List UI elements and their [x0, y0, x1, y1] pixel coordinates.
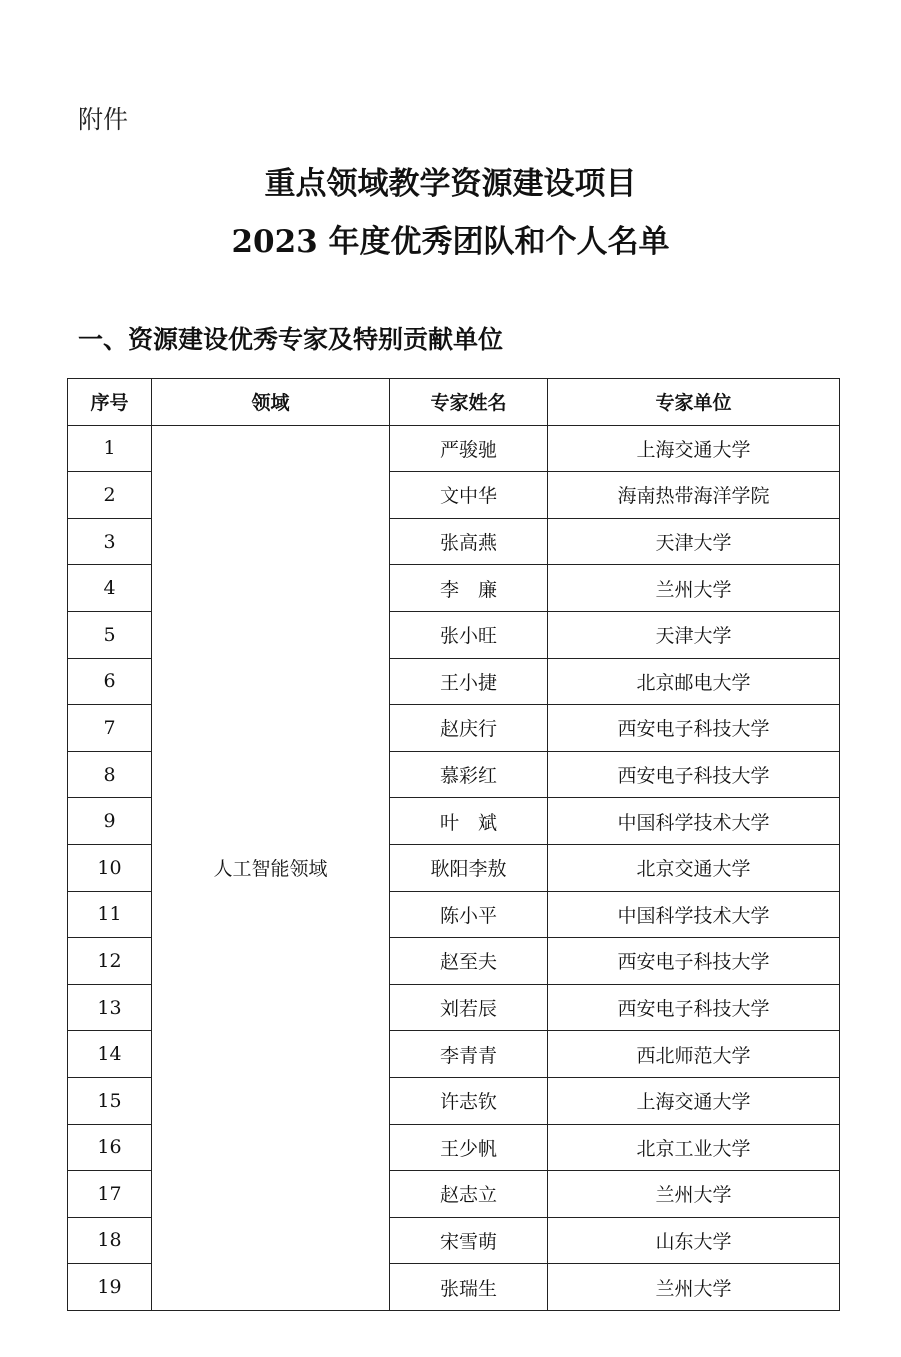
table-row	[68, 425, 840, 472]
expert-unit: 北京工业大学	[548, 1124, 840, 1171]
expert-unit: 兰州大学	[548, 1171, 840, 1218]
expert-name: 张高燕	[390, 518, 548, 565]
row-index: 5	[68, 611, 152, 658]
expert-unit: 天津大学	[548, 518, 840, 565]
expert-unit: 中国科学技术大学	[548, 798, 840, 845]
expert-name: 张瑞生	[390, 1264, 548, 1311]
expert-unit: 西安电子科技大学	[548, 705, 840, 752]
expert-unit: 天津大学	[548, 611, 840, 658]
row-index: 17	[68, 1171, 152, 1218]
expert-name: 赵庆行	[390, 705, 548, 752]
row-index: 7	[68, 705, 152, 752]
field-cell: 人工智能领域	[152, 425, 390, 1310]
row-index: 4	[68, 565, 152, 612]
expert-name: 王小捷	[390, 658, 548, 705]
attachment-label: 附件	[78, 105, 129, 134]
row-index: 9	[68, 798, 152, 845]
header-field: 领域	[152, 379, 390, 426]
expert-unit: 上海交通大学	[548, 425, 840, 472]
row-index: 10	[68, 844, 152, 891]
header-expert-unit: 专家单位	[548, 379, 840, 426]
expert-unit: 西安电子科技大学	[548, 938, 840, 985]
row-index: 3	[68, 518, 152, 565]
row-index: 8	[68, 751, 152, 798]
expert-unit: 西安电子科技大学	[548, 751, 840, 798]
expert-name: 陈小平	[390, 891, 548, 938]
expert-table	[67, 378, 840, 1311]
expert-name: 慕彩红	[390, 751, 548, 798]
row-index: 11	[68, 891, 152, 938]
expert-unit: 北京邮电大学	[548, 658, 840, 705]
row-index: 12	[68, 938, 152, 985]
row-index: 15	[68, 1077, 152, 1124]
expert-unit: 兰州大学	[548, 1264, 840, 1311]
expert-name: 许志钦	[390, 1077, 548, 1124]
row-index: 13	[68, 984, 152, 1031]
expert-unit: 西北师范大学	[548, 1031, 840, 1078]
row-index: 1	[68, 425, 152, 472]
expert-name: 赵至夫	[390, 938, 548, 985]
expert-name: 李青青	[390, 1031, 548, 1078]
document-title-line1: 重点领域教学资源建设项目	[264, 166, 637, 202]
expert-name: 宋雪萌	[390, 1217, 548, 1264]
table-header-row	[68, 379, 840, 426]
table-body	[68, 425, 840, 1310]
expert-name: 严骏驰	[390, 425, 548, 472]
expert-name: 张小旺	[390, 611, 548, 658]
header-expert-name: 专家姓名	[390, 379, 548, 426]
row-index: 6	[68, 658, 152, 705]
expert-name: 刘若辰	[390, 984, 548, 1031]
expert-unit: 西安电子科技大学	[548, 984, 840, 1031]
header-index: 序号	[68, 379, 152, 426]
row-index: 16	[68, 1124, 152, 1171]
expert-name: 李 廉	[390, 565, 548, 612]
row-index: 2	[68, 472, 152, 519]
row-index: 18	[68, 1217, 152, 1264]
row-index: 19	[68, 1264, 152, 1311]
expert-unit: 兰州大学	[548, 565, 840, 612]
expert-unit: 山东大学	[548, 1217, 840, 1264]
row-index: 14	[68, 1031, 152, 1078]
document-title-line2: 2023 年度优秀团队和个人名单	[231, 224, 670, 260]
expert-unit: 海南热带海洋学院	[548, 472, 840, 519]
section-heading: 一、资源建设优秀专家及特别贡献单位	[78, 325, 504, 354]
expert-unit: 北京交通大学	[548, 844, 840, 891]
expert-unit: 上海交通大学	[548, 1077, 840, 1124]
expert-name: 叶 斌	[390, 798, 548, 845]
expert-unit: 中国科学技术大学	[548, 891, 840, 938]
expert-name: 王少帆	[390, 1124, 548, 1171]
expert-name: 文中华	[390, 472, 548, 519]
expert-name: 赵志立	[390, 1171, 548, 1218]
expert-name: 耿阳李敖	[390, 844, 548, 891]
